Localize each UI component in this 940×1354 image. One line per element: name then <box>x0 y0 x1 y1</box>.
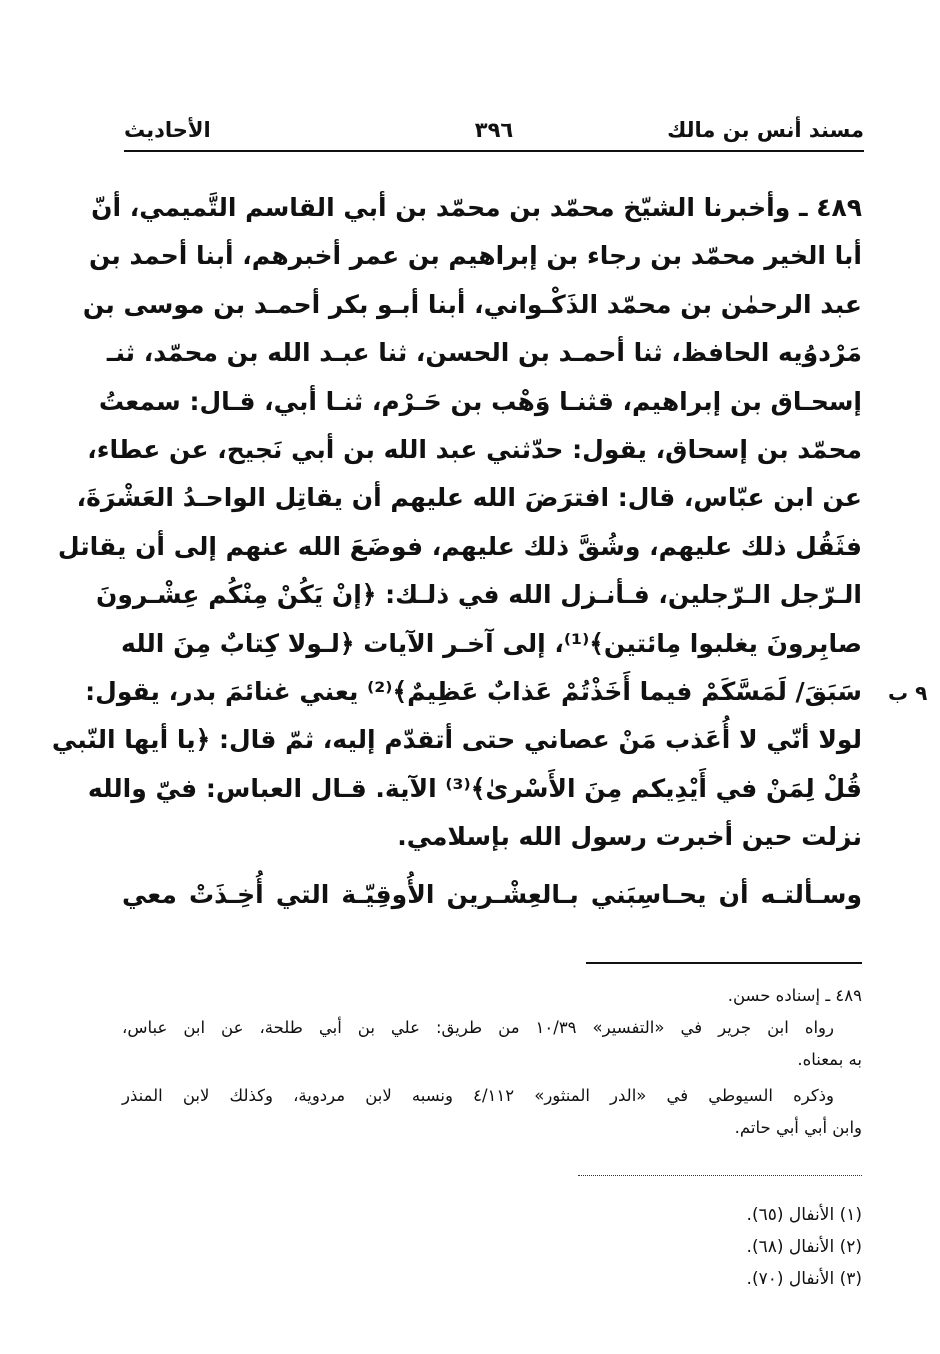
quran-reference: (٢) الأنفال (٦٨). <box>746 1237 862 1257</box>
text-line: سَبَقَ/ لَمَسَّكَمْ فيما أَخَذْتُمْ عَذابٌ عَظِيمٌ﴾⁽²⁾ يعني غنائمَ بدر، يقول: <box>85 676 862 706</box>
footnote-line: ٤٨٩ ـ إسناده حسن. <box>727 986 862 1005</box>
footnote-line: وابن أبي أبي حاتم. <box>734 1118 862 1137</box>
text-line: وسـألتـه أن يحـاسِبَني بـالعِشْـرين الأُوقِيّـة التي أُخِـذَتْ معي <box>122 880 862 910</box>
text-line: قُلْ لِمَنْ في أَيْدِيكم مِنَ الأَسْرىٰ﴾⁽³⁾ الآية. قـال العباس: فيّ والله <box>87 773 862 803</box>
header-rule <box>124 150 864 152</box>
footnote-line: رواه ابن جرير في «التفسير» ١٠/٣٩ من طريق: علي بن أبي طلحة، عن ابن عباس، <box>122 1018 834 1037</box>
footnote-line: وذكره السيوطي في «الدر المنثور» ٤/١١٢ ونسبه لابن مردوية، وكذلك لابن المنذر <box>122 1086 834 1105</box>
page-header <box>124 116 864 152</box>
quran-reference: (٣) الأنفال (٧٠). <box>746 1269 862 1289</box>
text-line: محمّد بن إسحاق، يقول: حدّثني عبد الله بن أبي نَجيح، عن عطاء، <box>87 434 862 464</box>
footnote-line: به بمعناه. <box>797 1050 862 1069</box>
manuscript-folio-note: ٩ ب <box>888 681 928 705</box>
text-line: الـرّجل الـرّجلين، فـأنـزل الله في ذلـك: ﴿إنْ يَكُنْ مِنْكُم عِشْـرونَ <box>96 580 862 610</box>
text-line: عبد الرحمٰن بن محمّد الذَكْـواني، أبنا أبـو بكر أحمـد بن موسى بن <box>82 289 862 319</box>
text-line: فثَقُل ذلك عليهم، وشُقَّ ذلك عليهم، فوضَعَ الله عنهم إلى أن يقاتل <box>57 531 862 561</box>
text-line: نزلت حين أخبرت رسول الله بإسلامي. <box>397 822 862 852</box>
text-line: صابِرونَ يغلبوا مِائتين﴾⁽¹⁾، إلى آخـر الآيات ﴿لـولا كِتابٌ مِنَ الله <box>121 628 862 658</box>
paragraph-gap <box>122 861 862 871</box>
running-title: مسند أنس بن مالك <box>667 118 864 142</box>
text-line: أبا الخير محمّد بن رجاء بن إبراهيم بن عمر أخبرهم، أبنا أحمد بن <box>88 241 862 271</box>
section-title: الأحاديث <box>124 118 211 142</box>
notes-separator <box>578 1175 862 1176</box>
text-line: ٤٨٩ ـ وأخبرنا الشيّخ محمّد بن محمّد بن أبي القاسم التَّميمي، أنّ <box>91 193 862 222</box>
footnote-rule <box>586 962 862 964</box>
text-line: عن ابن عبّاس، قال: افترَضَ الله عليهم أن يقاتِل الواحـدُ العَشْرَةَ، <box>76 483 862 513</box>
text-line: إسحـاق بن إبراهيم، قثنـا وَهْب بن حَـرْم، ثنـا أبي، قـال: سمعتُ <box>98 386 862 416</box>
text-line: لولا أنّي لا أُعَذب مَنْ عصاني حتى أتقدّم إليه، ثمّ قال: ﴿يا أيها النّبي <box>51 725 862 755</box>
page-number: ٣٩٦ <box>474 118 514 142</box>
quran-reference: (١) الأنفال (٦٥). <box>746 1205 862 1225</box>
hadith-text <box>51 184 862 920</box>
text-line: مَرْدوُيه الحافظ، ثنا أحمـد بن الحسن، ثنا عبـد الله بن محمّد، ثنـ <box>106 338 862 368</box>
